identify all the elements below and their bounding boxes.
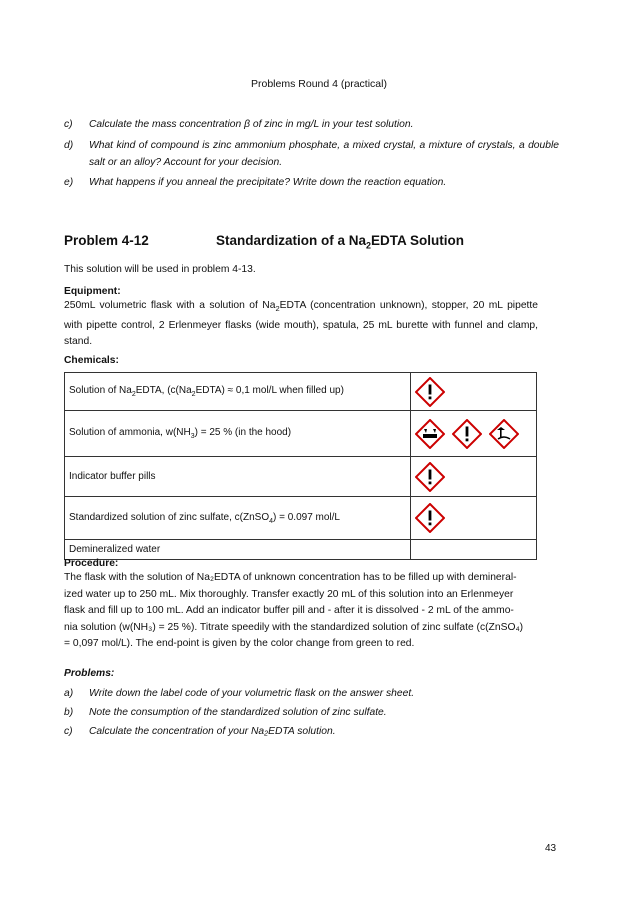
pictogram-cell	[411, 457, 537, 497]
question-c-bottom	[64, 723, 564, 740]
problems-heading: Problems:	[64, 668, 115, 679]
chemical-name: Indicator buffer pills	[65, 457, 411, 497]
equipment-text-2: EDTA (concentration unknown), stopper, 20 mL pipette with pipette control, 2 Erlenmeyer flasks (wide mouth), spatula, 25 mL burette with funnel and clamp, stand.	[64, 300, 538, 348]
pictogram-cell	[411, 540, 537, 560]
equipment-heading: Equipment:	[64, 286, 121, 297]
procedure-line: The flask with the solution of Na₂EDTA of unknown concentration has to be filled up with demineral-	[64, 572, 517, 583]
question-label: a)	[64, 688, 74, 699]
problem-number: Problem 4-12	[64, 233, 149, 248]
procedure-line: nia solution (w(NH₃) = 25 %). Titrate speedily with the standardized solution of zinc sulfate (c(ZnSO₄)	[64, 621, 524, 633]
question-label: b)	[64, 707, 74, 718]
question-text: Calculate the concentration of your Na₂EDTA solution.	[89, 726, 336, 737]
chemicals-heading: Chemicals:	[64, 355, 119, 366]
problem-title-pre: Standardization of a Na	[216, 233, 367, 248]
question-label: e)	[64, 177, 74, 188]
pictogram-cell	[411, 411, 537, 457]
question-e-top	[64, 174, 564, 191]
procedure-text	[64, 570, 538, 653]
question-label: c)	[64, 119, 73, 130]
equipment-text	[64, 298, 538, 351]
intro-text: This solution will be used in problem 4-13.	[64, 264, 256, 275]
chemical-row	[65, 373, 537, 411]
chemical-row	[65, 457, 537, 497]
pictogram-cell	[411, 373, 537, 411]
question-text: What happens if you anneal the precipitate? Write down the reaction equation.	[89, 177, 447, 188]
problem-title-post: EDTA Solution	[371, 233, 465, 248]
question-text: Write down the label code of your volumetric flask on the answer sheet.	[89, 688, 415, 699]
problem-title	[216, 233, 464, 251]
chemical-row	[65, 411, 537, 457]
question-c-top	[64, 116, 564, 133]
chemical-name: Solution of ammonia, $w(NH_3) = 25$ % (in the hood)	[65, 411, 411, 457]
chemicals-table	[64, 372, 537, 560]
procedure-line: ized water up to 250 mL. Mix thoroughly. Transfer exactly 20 mL of this solution into an Erlenmeyer	[64, 588, 514, 600]
equipment-text-1: 250mL volumetric flask with a solution of Na	[64, 300, 276, 311]
question-d-top	[64, 137, 564, 171]
corrosion-icon	[415, 419, 445, 449]
equipment-sub: 2	[275, 304, 280, 314]
chemical-name: Demineralized water	[65, 540, 411, 560]
question-b-bottom	[64, 704, 564, 721]
chemical-row	[65, 540, 537, 560]
pictogram-cell	[411, 497, 537, 540]
question-label: c)	[64, 726, 73, 737]
procedure-line: flask and fill up to 100 mL. Add an indicator buffer pill and - after it is dissolved - 2 mL of the ammo-	[64, 605, 514, 616]
environment-icon	[489, 419, 519, 449]
exclamation-icon	[415, 377, 445, 407]
question-a-bottom	[64, 685, 564, 702]
question-label: d)	[64, 140, 74, 151]
chemical-name: Solution of $Na_2EDTA$, ($c(Na_2EDTA) \approx 0,1$ mol/L when filled up)	[65, 373, 411, 411]
exclamation-icon	[415, 462, 445, 492]
question-text: Calculate the mass concentration β of zinc in mg/L in your test solution.	[89, 119, 414, 130]
chemical-row	[65, 497, 537, 540]
page-number: 43	[545, 843, 557, 854]
exclamation-icon	[415, 503, 445, 533]
procedure-heading: Procedure:	[64, 558, 119, 569]
problem-title-sub: 2	[366, 240, 372, 251]
question-text: What kind of compound is zinc ammonium phosphate, a mixed crystal, a mixture of crystals, a double salt or an alloy? Account for your decision.	[89, 140, 559, 168]
exclamation-icon	[452, 419, 482, 449]
chemical-name: Standardized solution of zinc sulfate, c(ZnSO$_4$) = 0.097 mol/L	[65, 497, 411, 540]
page-header: Problems Round 4 (practical)	[251, 78, 387, 90]
question-text: Note the consumption of the standardized solution of zinc sulfate.	[89, 707, 387, 718]
procedure-line: = 0,097 mol/L). The end-point is given by the color change from green to red.	[64, 638, 415, 649]
